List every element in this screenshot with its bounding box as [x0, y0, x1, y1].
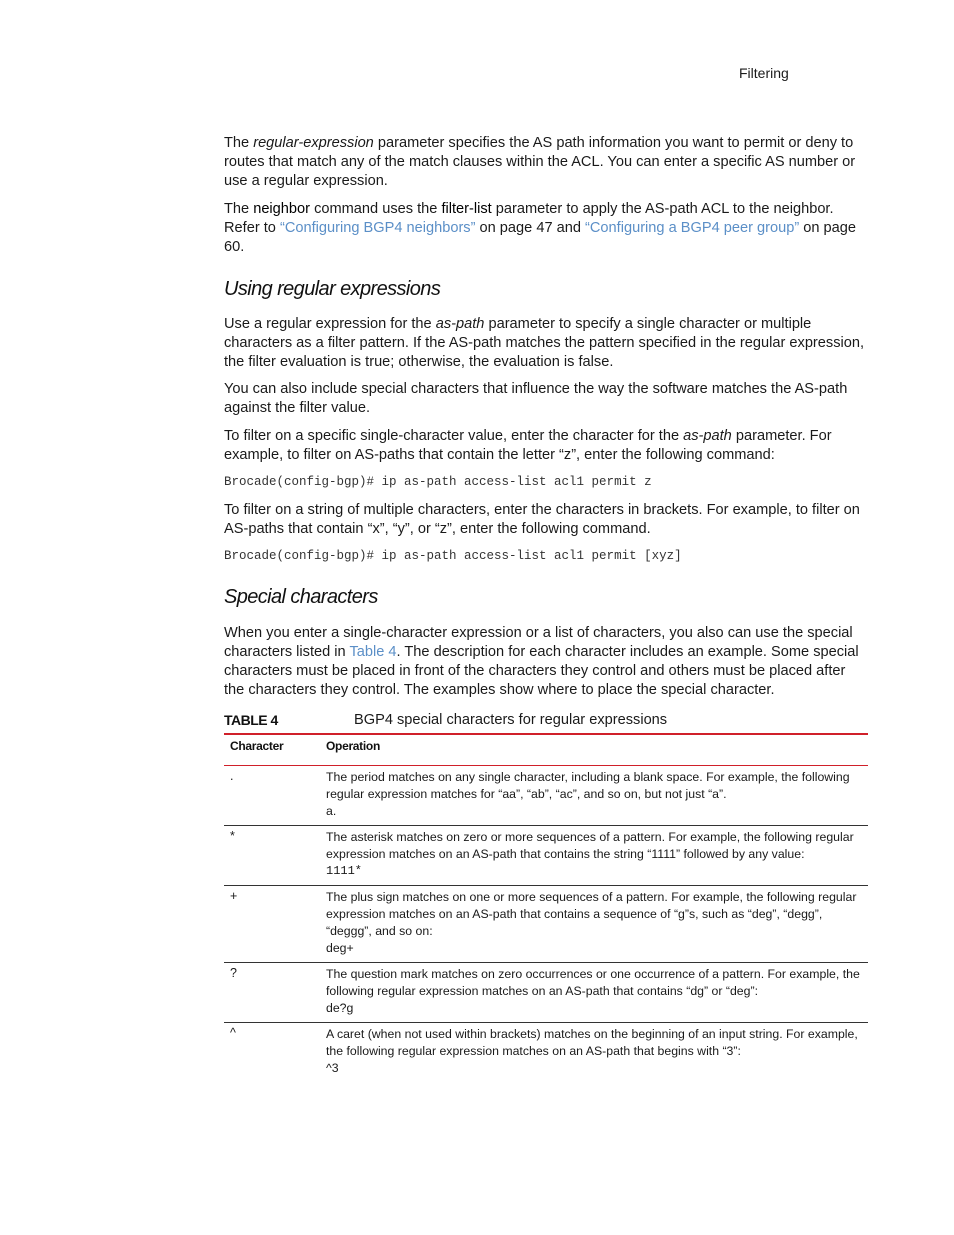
character-cell: ?: [230, 966, 237, 980]
table-row: [224, 766, 868, 826]
table-label: TABLE 4: [224, 712, 278, 728]
special-characters-table: [224, 733, 868, 1082]
section-heading: Special characters: [224, 586, 378, 608]
operation-example: a.: [326, 804, 337, 818]
intro-paragraph-1: The regular-expression parameter specifies the AS path information you want to permit or deny to routes that match any of the match clauses within the ACL. You can enter a specific AS number or use a regular expression.: [224, 135, 856, 189]
operation-description: The period matches on any single character, including a blank space. For example, the following regular expression matches for “aa”, “ab”, “ac”, and so on, but not just “a”.: [326, 770, 850, 801]
operation-example: de?g: [326, 1001, 354, 1015]
command-name: filter-list: [441, 201, 492, 217]
section2-paragraph-1: When you enter a single-character expression or a list of characters, you also can use the special characters listed in Table 4. The description for each character includes an example. Some special characters must be placed in front of the characters they control and others must be placed after the characters they control. The examples show where to place the special character.: [224, 625, 859, 698]
intro-paragraph-2: The neighbor command uses the filter-list parameter to apply the AS-path ACL to the neighbor. Refer to “Configuring BGP4 neighbors” on page 47 and “Configuring a BGP4 peer group” on page 60.: [224, 201, 857, 255]
table-reference-link[interactable]: Table 4: [349, 644, 397, 660]
code-example: Brocade(config-bgp)# ip as-path access-list acl1 permit z: [224, 475, 652, 489]
cross-reference-link[interactable]: “Configuring BGP4 neighbors”: [279, 220, 476, 236]
table-caption: [224, 712, 868, 732]
operation-cell: [326, 963, 866, 1023]
param-name: regular-expression: [253, 135, 374, 151]
operation-cell: [326, 766, 866, 826]
operation-cell: [326, 826, 866, 886]
operation-description: The plus sign matches on one or more sequences of a pattern. For example, the following regular expression matches on an AS-path that contains a sequence of “g”s, such as “deg”, “degg”, “deggg”, and so on:: [326, 890, 857, 938]
column-header-operation: Operation: [326, 739, 380, 753]
operation-description: The question mark matches on zero occurrences or one occurrence of a pattern. For example, the following regular expression matches on an AS-path that contains “dg” or “deg”:: [326, 967, 860, 998]
section1-paragraph-2: You can also include special characters that influence the way the software matches the AS-path against the filter value.: [224, 381, 848, 416]
table-row: [224, 963, 868, 1023]
operation-example: 1111*: [326, 864, 363, 878]
command-name: neighbor: [253, 201, 311, 217]
section1-paragraph-4: To filter on a string of multiple characters, enter the characters in brackets. For example, to filter on AS-paths that contain “x”, “y”, or “z”, enter the following command.: [224, 502, 860, 537]
character-cell: ^: [230, 1026, 236, 1040]
operation-cell: [326, 886, 866, 963]
page-header-title: Filtering: [739, 65, 789, 81]
cross-reference-link[interactable]: “Configuring a BGP4 peer group”: [585, 220, 800, 236]
section1-paragraph-3: To filter on a specific single-character value, enter the character for the as-path parameter. For example, to filter on AS-paths that contain the letter “z”, enter the following command:: [224, 428, 832, 463]
table-row: [224, 1023, 868, 1082]
table-row: [224, 826, 868, 886]
column-header-character: Character: [230, 739, 284, 753]
section1-paragraph-1: Use a regular expression for the as-path parameter to specify a single character or multiple characters as a filter pattern. If the AS-path matches the pattern specified in the regular expression, the filter evaluation is true; otherwise, the evaluation is false.: [224, 316, 865, 370]
table-row: [224, 886, 868, 963]
table-title: BGP4 special characters for regular expressions: [354, 712, 668, 728]
character-cell: .: [230, 769, 234, 783]
character-cell: *: [230, 829, 235, 843]
character-cell: +: [230, 889, 238, 903]
param-name: as-path: [683, 428, 732, 444]
table-header-row: [224, 733, 868, 766]
operation-example: ^3: [326, 1061, 339, 1075]
operation-description: A caret (when not used within brackets) matches on the beginning of an input string. For example, the following regular expression matches on an AS-path that begins with “3”:: [326, 1027, 858, 1058]
section-heading: Using regular expressions: [224, 278, 441, 300]
operation-description: The asterisk matches on zero or more sequences of a pattern. For example, the following regular expression matches on an AS-path that contains the string “1111” followed by any value:: [326, 830, 854, 861]
param-name: as-path: [435, 316, 485, 332]
code-example: Brocade(config-bgp)# ip as-path access-list acl1 permit [xyz]: [224, 549, 682, 563]
operation-cell: [326, 1023, 866, 1083]
operation-example: deg+: [326, 941, 354, 955]
